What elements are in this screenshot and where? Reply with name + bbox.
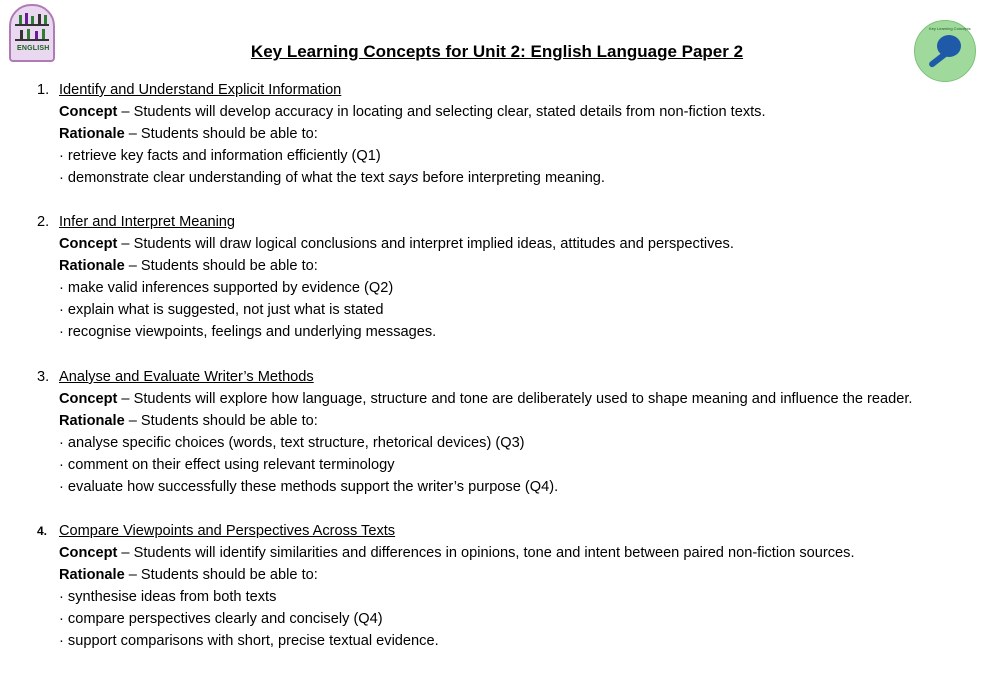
bullet-item: · recognise viewpoints, feelings and underlying messages.	[37, 321, 977, 343]
rationale-label: Rationale	[59, 258, 125, 274]
section-4	[37, 520, 977, 652]
rationale-line	[37, 255, 977, 277]
concept-label: Concept	[59, 104, 118, 120]
book-icon	[35, 31, 38, 39]
rationale-line	[37, 410, 977, 432]
concept-text: – Students will develop accuracy in locating and selecting clear, stated details from non-fiction texts.	[117, 104, 766, 120]
rationale-text: – Students should be able to:	[124, 126, 318, 142]
rationale-label: Rationale	[59, 126, 125, 142]
rationale-line	[37, 564, 977, 586]
book-icon	[38, 14, 41, 24]
logo-caption: Key Learning Concepts	[929, 26, 971, 31]
section-heading: Analyse and Evaluate Writer’s Methods	[59, 369, 314, 385]
section-number: 3.	[37, 369, 50, 385]
bullet-item: · retrieve key facts and information efficiently (Q1)	[37, 145, 977, 167]
shelf-line	[15, 39, 49, 41]
section-number: 2.	[37, 214, 50, 230]
concept-line	[37, 101, 977, 123]
book-icon	[20, 30, 23, 39]
bullet-item: · make valid inferences supported by evidence (Q2)	[37, 277, 977, 299]
bullet-item: · explain what is suggested, not just what is stated	[37, 299, 977, 321]
shelf-line	[15, 24, 49, 26]
concept-line	[37, 233, 977, 255]
concept-text: – Students will explore how language, structure and tone are deliberately used to shape meaning and influence the reader.	[117, 391, 913, 407]
rationale-text: – Students should be able to:	[124, 413, 318, 429]
section-number: 4.	[37, 524, 48, 538]
book-icon	[31, 16, 34, 24]
bullet-item: · analyse specific choices (words, text structure, rhetorical devices) (Q3)	[37, 432, 977, 454]
section-1	[37, 79, 977, 189]
concept-label: Concept	[59, 391, 118, 407]
section-3	[37, 366, 977, 498]
bullet-item: · comment on their effect using relevant terminology	[37, 454, 977, 476]
concept-line	[37, 542, 977, 564]
book-icon	[42, 29, 45, 39]
section-heading: Compare Viewpoints and Perspectives Across Texts	[59, 523, 396, 539]
bullet-item: · evaluate how successfully these methods support the writer’s purpose (Q4).	[37, 476, 977, 498]
section-heading: Identify and Understand Explicit Information	[59, 82, 342, 98]
rationale-text: – Students should be able to:	[124, 567, 318, 583]
book-icon	[27, 29, 30, 39]
rationale-text: – Students should be able to:	[124, 258, 318, 274]
bullet-item: · compare perspectives clearly and concisely (Q4)	[37, 608, 977, 630]
rationale-line	[37, 123, 977, 145]
concept-label: Concept	[59, 236, 118, 252]
page-title: Key Learning Concepts for Unit 2: English Language Paper 2	[250, 42, 744, 61]
rationale-label: Rationale	[59, 413, 125, 429]
section-number: 1.	[37, 82, 50, 98]
book-icon	[44, 15, 47, 24]
bullet-item: · synthesise ideas from both texts	[37, 586, 977, 608]
section-heading: Infer and Interpret Meaning	[59, 214, 236, 230]
book-icon	[19, 15, 22, 24]
book-icon	[25, 13, 28, 24]
rationale-label: Rationale	[59, 567, 125, 583]
section-2	[37, 211, 977, 343]
logo-label: ENGLISH	[17, 45, 50, 52]
concept-label: Concept	[59, 545, 118, 561]
concept-text: – Students will identify similarities and differences in opinions, tone and intent between paired non-fiction sources.	[117, 545, 855, 561]
concept-line	[37, 388, 977, 410]
concept-text: – Students will draw logical conclusions and interpret implied ideas, attitudes and perspectives.	[117, 236, 734, 252]
bullet-item: · demonstrate clear understanding of what the text says before interpreting meaning.	[37, 167, 977, 189]
bullet-item: · support comparisons with short, precise textual evidence.	[37, 630, 977, 652]
